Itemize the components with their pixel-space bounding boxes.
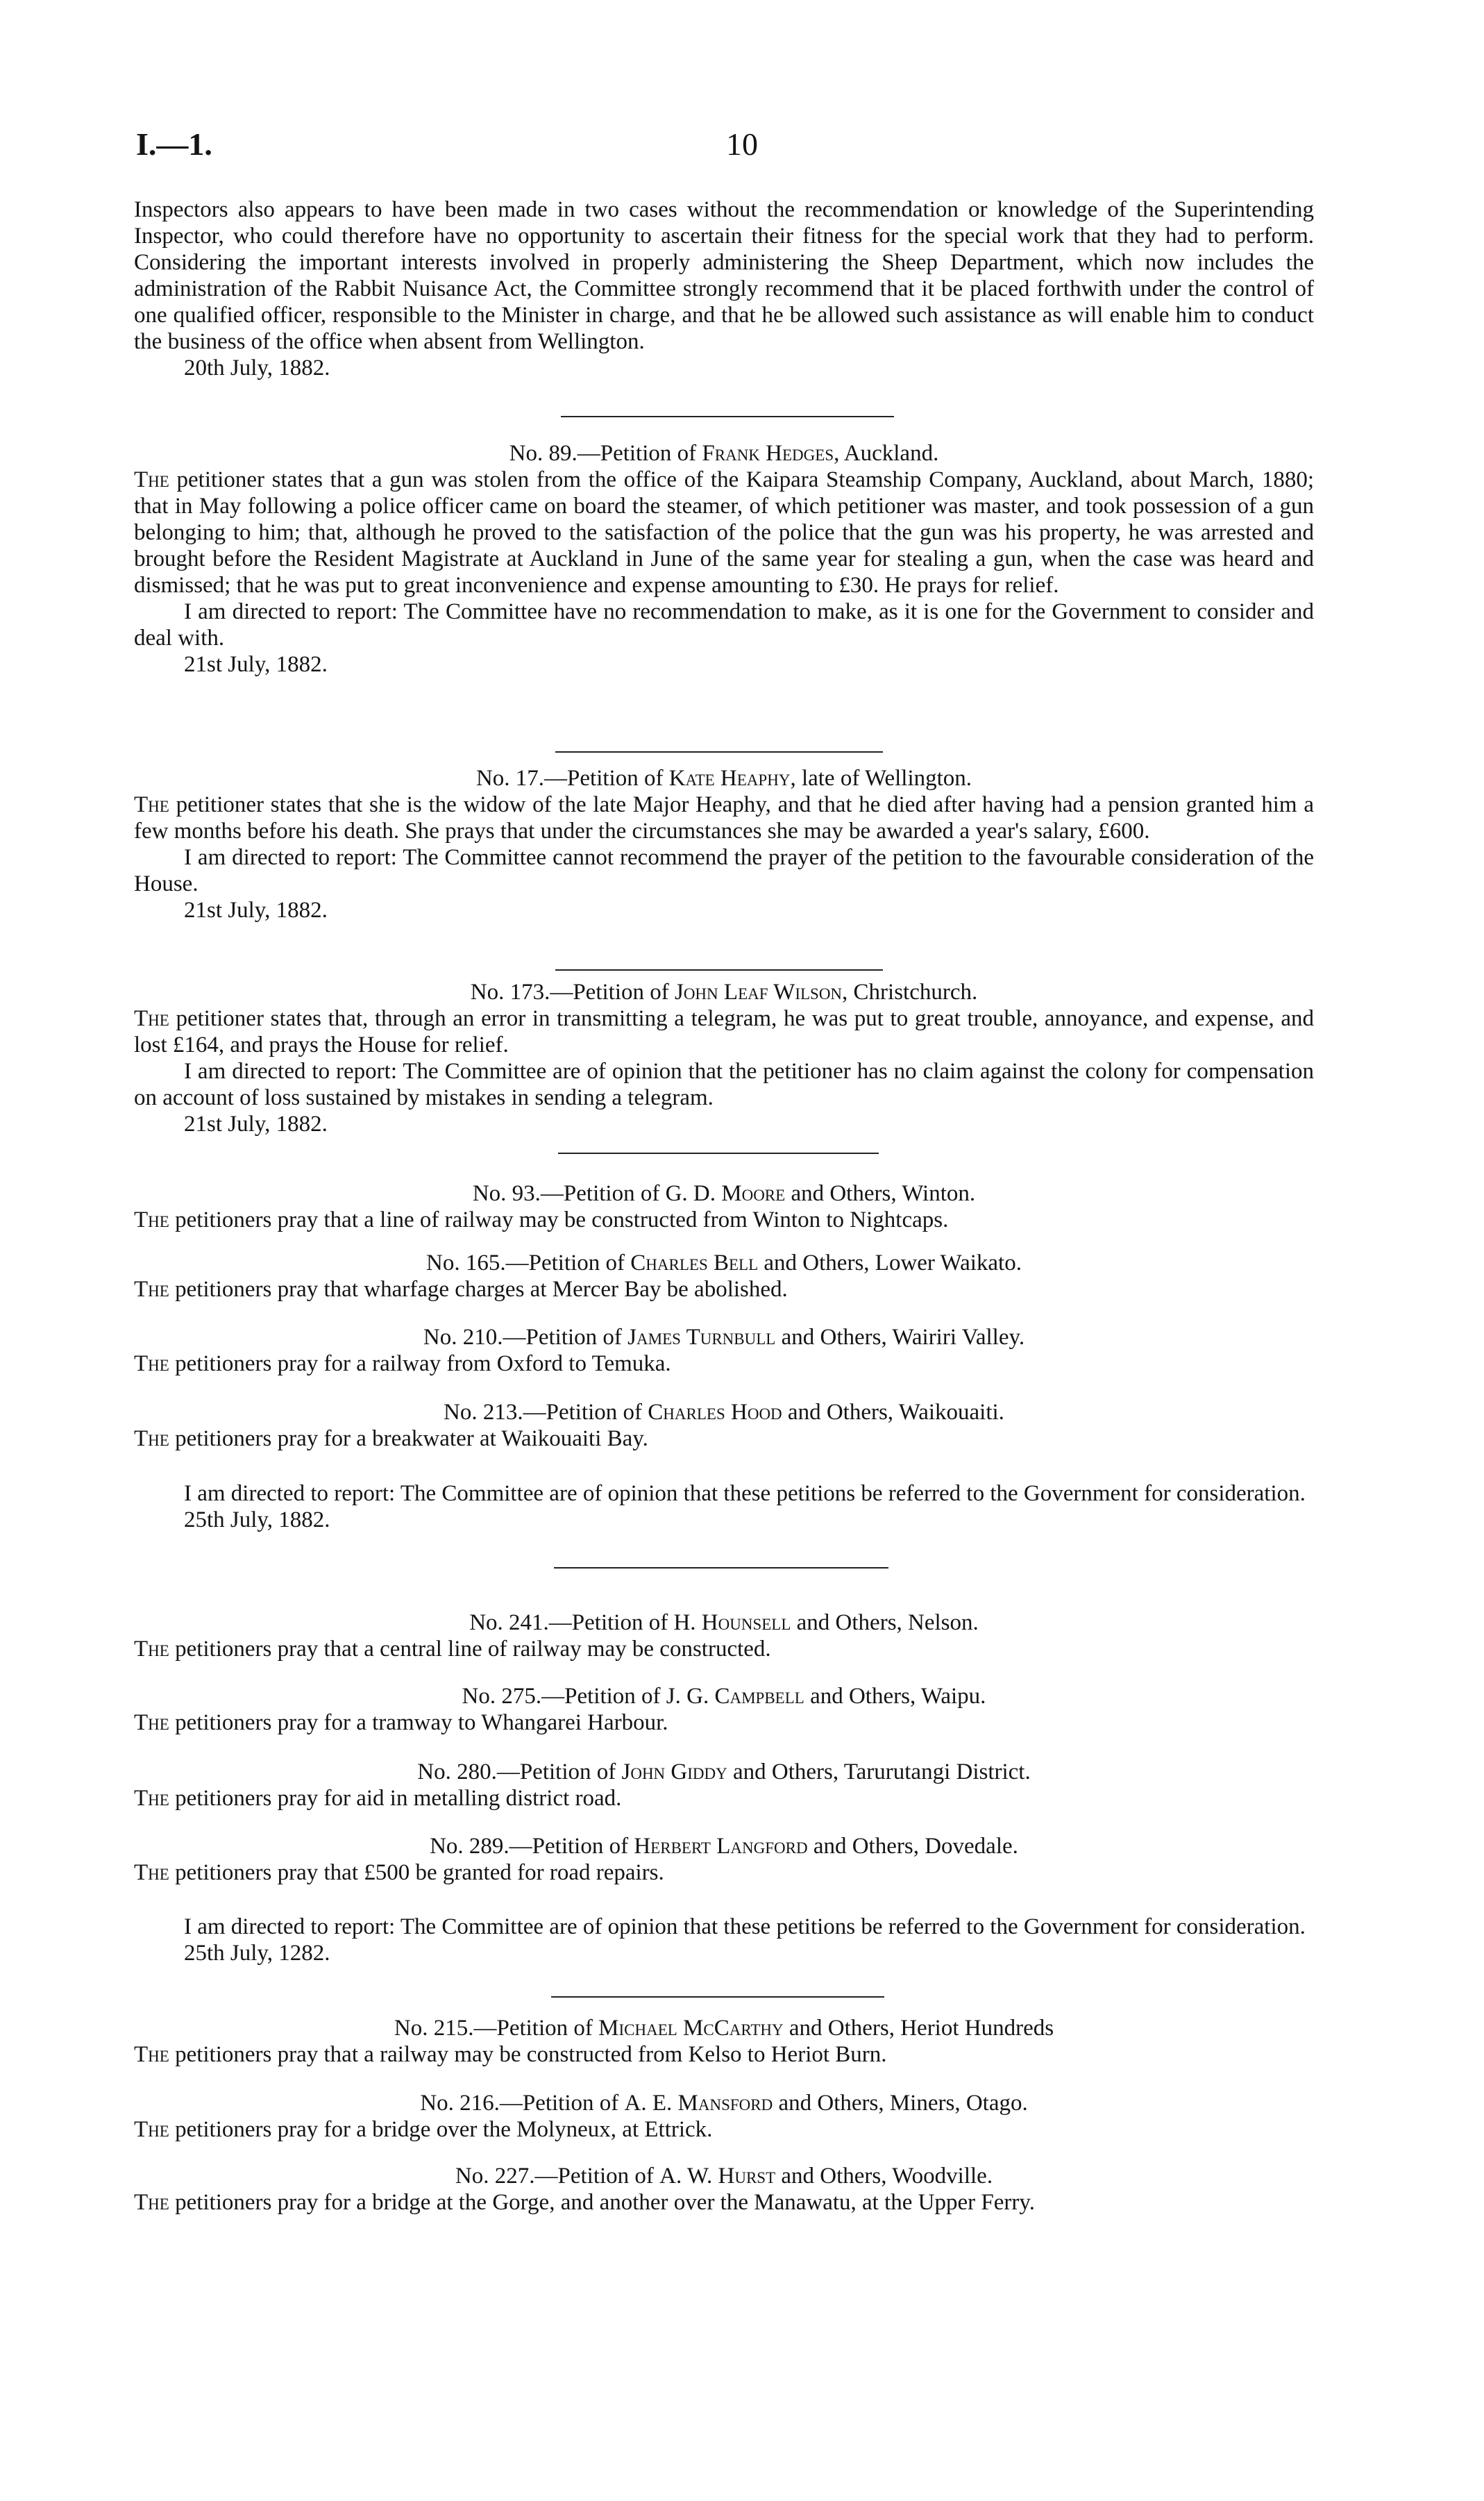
petition-body: The petitioner states that, through an error in transmitting a telegram, he was put to great trouble, annoyance, and expense, and lost £164, and prays the House for relief. [134, 1006, 1314, 1057]
section-divider [561, 416, 894, 417]
petition-body: The petitioners pray for aid in metalling district road. [134, 1786, 622, 1811]
report-date: 21st July, 1882. [184, 1112, 328, 1137]
petitioner-name: James Turnbull [627, 1325, 776, 1350]
section-divider [554, 1567, 888, 1569]
page-header [136, 125, 1348, 164]
group-report-2 [134, 1914, 1314, 1966]
petitioner-name: Frank Hedges [702, 441, 834, 466]
petition-heading: No. 280.—Petition of John Giddy and Others, Tarurutangi District. [417, 1759, 1031, 1784]
petition-body: The petitioners pray for a tramway to Whangarei Harbour. [134, 1710, 668, 1735]
petition-227 [134, 2163, 1314, 2216]
petition-body: The petitioners pray for a bridge over the Molyneux, at Ettrick. [134, 2117, 713, 2142]
intro-section [134, 196, 1314, 381]
petition-body: The petitioners pray that wharfage charges at Mercer Bay be abolished. [134, 1277, 788, 1302]
petitioner-name: A. E. Mansford [624, 2091, 773, 2116]
petition-body: The petitioners pray for a breakwater at Waikouaiti Bay. [134, 1426, 648, 1451]
petitioner-name: H. Hounsell [673, 1610, 791, 1635]
page-number: 10 [726, 126, 758, 162]
petition-body: The petitioners pray that a line of railway may be constructed from Winton to Nightcaps. [134, 1207, 949, 1232]
petitioner-name: Charles Hood [648, 1400, 782, 1425]
section-divider [558, 1153, 879, 1154]
report-date: 21st July, 1882. [184, 652, 328, 677]
committee-report: I am directed to report: The Committee cannot recommend the prayer of the petition to the favourable consideration of the House. [134, 845, 1314, 896]
section-divider [551, 1996, 884, 1998]
petition-215 [134, 2015, 1314, 2068]
petition-body: The petitioners pray for a railway from Oxford to Temuka. [134, 1351, 671, 1376]
petition-heading: No. 275.—Petition of J. G. Campbell and Others, Waipu. [462, 1684, 986, 1709]
petitioner-name: Herbert Langford [634, 1834, 808, 1859]
petitioner-name: Kate Heaphy [668, 766, 791, 791]
petition-280 [134, 1759, 1314, 1812]
petition-body: The petitioners pray that £500 be granted for road repairs. [134, 1860, 664, 1885]
committee-report: I am directed to report: The Committee are of opinion that these petitions be referred to the Government for consideration. [184, 1481, 1306, 1506]
petition-heading: No. 173.—Petition of John Leaf Wilson, Christchurch. [470, 980, 978, 1005]
petition-heading: No. 165.—Petition of Charles Bell and Others, Lower Waikato. [426, 1250, 1022, 1275]
committee-report: I am directed to report: The Committee are of opinion that these petitions be referred to the Government for consideration. [184, 1914, 1306, 1939]
petition-body: The petitioners pray that a railway may be constructed from Kelso to Heriot Burn. [134, 2042, 887, 2067]
petitioner-name: J. G. Campbell [666, 1684, 804, 1709]
petition-275 [134, 1683, 1314, 1736]
petition-17 [134, 765, 1314, 923]
petition-heading: No. 227.—Petition of A. W. Hurst and Others, Woodville. [455, 2164, 993, 2189]
petition-heading: No. 216.—Petition of A. E. Mansford and Others, Miners, Otago. [420, 2091, 1028, 2116]
petition-93 [134, 1180, 1314, 1233]
petition-173 [134, 979, 1314, 1137]
petition-heading: No. 210.—Petition of James Turnbull and Others, Wairiri Valley. [423, 1325, 1025, 1350]
petitioner-name: G. D. Moore [665, 1181, 786, 1206]
petition-241 [134, 1609, 1314, 1662]
section-divider [555, 969, 883, 971]
petitioner-name: Charles Bell [630, 1250, 759, 1275]
petitioner-name: John Leaf Wilson [674, 980, 843, 1005]
committee-report: I am directed to report: The Committee have no recommendation to make, as it is one for the Government to consider and deal with. [134, 599, 1314, 651]
petition-heading: No. 215.—Petition of Michael McCarthy and Others, Heriot Hundreds [394, 2016, 1054, 2041]
petitioner-name: Michael McCarthy [598, 2016, 784, 2041]
petition-heading: No. 93.—Petition of G. D. Moore and Others, Winton. [472, 1181, 976, 1206]
intro-date: 20th July, 1882. [184, 356, 330, 380]
report-date: 25th July, 1282. [184, 1941, 330, 1966]
petition-heading: No. 289.—Petition of Herbert Langford and Others, Dovedale. [430, 1834, 1018, 1859]
petition-216 [134, 2090, 1314, 2143]
petition-289 [134, 1833, 1314, 1886]
intro-paragraph: Inspectors also appears to have been made in two cases without the recommendation or knowledge of the Superintending Inspector, who could therefore have no opportunity to ascertain their fitness for the special work that they had to perform. Considering the important interests involved in properly administering the Sheep Department, which now includes the administration of the Rabbit Nuisance Act, the Committee strongly recommend that it be placed forthwith under the control of one qualified officer, responsible to the Minister in charge, and that he be allowed such assistance as will enable him to conduct the business of the office when absent from Wellington. [134, 197, 1314, 354]
petition-heading: No. 89.—Petition of Frank Hedges, Auckland. [509, 441, 939, 466]
petition-body: The petitioners pray that a central line of railway may be constructed. [134, 1637, 771, 1662]
petition-body: The petitioner states that a gun was stolen from the office of the Kaipara Steamship Company, Auckland, about March, 1880; that in May following a police officer came on board the steamer, of which petitioner was master, and took possession of a gun belonging to him; that, although he proved to the satisfaction of the police that the gun was his property, he was arrested and brought before the Resident Magistrate at Auckland in June of the same year for stealing a gun, when the case was heard and dismissed; that he was put to great inconvenience and expense amounting to £30. He prays for relief. [134, 467, 1314, 598]
paper-reference: I.—1. [136, 126, 212, 162]
petition-213 [134, 1399, 1314, 1452]
petition-body: The petitioners pray for a bridge at the Gorge, and another over the Manawatu, at the Upper Ferry. [134, 2190, 1035, 2215]
petition-210 [134, 1324, 1314, 1377]
group-report-1 [134, 1480, 1314, 1533]
petition-89 [134, 440, 1314, 678]
report-date: 21st July, 1882. [184, 898, 328, 923]
petition-heading: No. 213.—Petition of Charles Hood and Others, Waikouaiti. [444, 1400, 1004, 1425]
committee-report: I am directed to report: The Committee are of opinion that the petitioner has no claim against the colony for compensation on account of loss sustained by mistakes in sending a telegram. [134, 1059, 1314, 1110]
petition-165 [134, 1250, 1314, 1303]
petitioner-name: John Giddy [621, 1759, 727, 1784]
petition-heading: No. 241.—Petition of H. Hounsell and Others, Nelson. [469, 1610, 979, 1635]
report-date: 25th July, 1882. [184, 1507, 330, 1532]
section-divider [555, 751, 883, 753]
petitioner-name: A. W. Hurst [659, 2164, 776, 2189]
petition-heading: No. 17.—Petition of Kate Heaphy, late of Wellington. [475, 766, 972, 791]
petition-body: The petitioner states that she is the widow of the late Major Heaphy, and that he died after having had a pension granted him a few months before his death. She prays that under the circumstances she may be awarded a year's salary, £600. [134, 792, 1314, 844]
